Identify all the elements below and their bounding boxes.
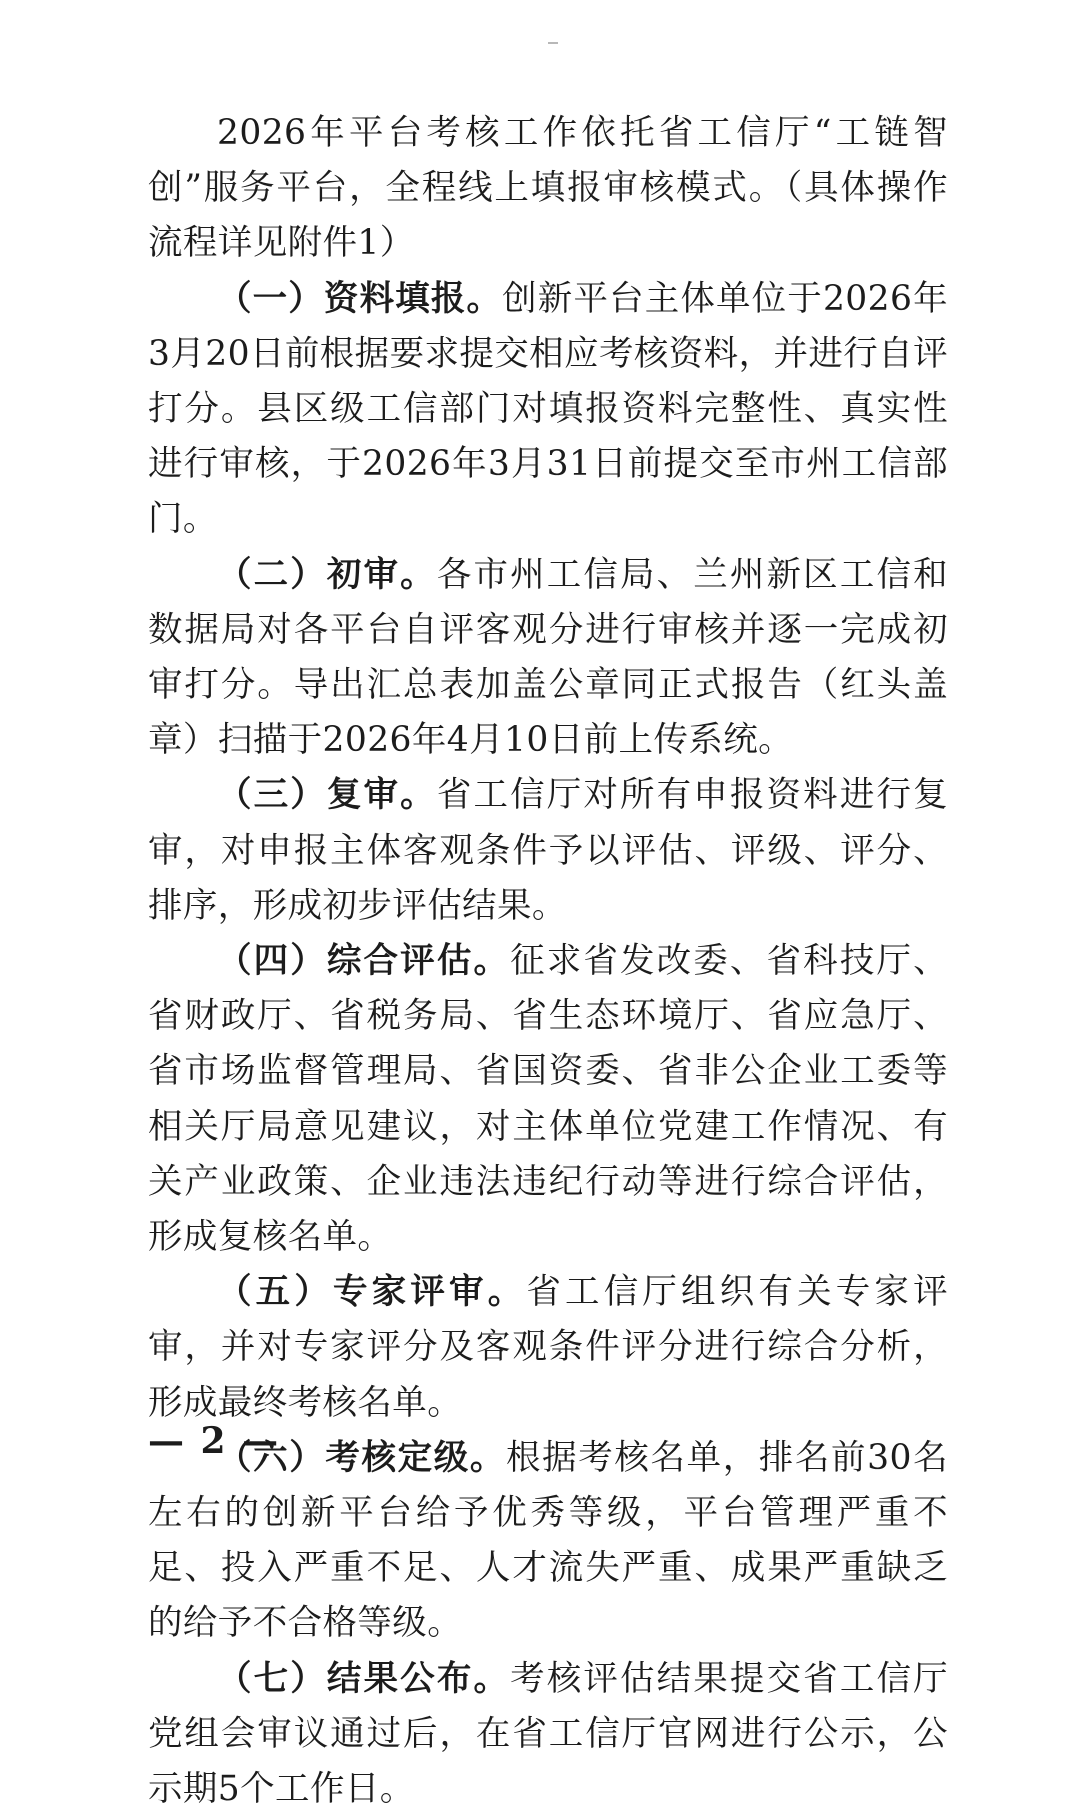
section-paragraph	[148, 934, 948, 1265]
section-text: 各市州工信局、兰州新区工信和数据局对各平台自评客观分进行审核并逐一完成初审打分。导出汇总表加盖公章同正式报告（红头盖章）扫描于2026年4月10日前上传系统。	[148, 554, 948, 761]
section-paragraph	[148, 1431, 948, 1652]
section-paragraph	[148, 768, 948, 934]
section-paragraph	[148, 548, 948, 769]
section-paragraph	[148, 1265, 948, 1431]
section-title: （一）资料填报。	[217, 278, 503, 319]
section-title: （七）结果公布。	[217, 1658, 511, 1699]
section-text: 创新平台主体单位于2026年3月20日前根据要求提交相应考核资料，并进行自评打分。县区级工信部门对填报资料完整性、真实性进行审核，于2026年3月31日前提交至市州工信部门。	[148, 278, 948, 540]
section-text: 省工信厅对所有申报资料进行复审，对申报主体客观条件予以评估、评级、评分、排序，形成初步评估结果。	[148, 775, 948, 926]
section-title: （六）考核定级。	[217, 1437, 506, 1478]
section-title: （四）综合评估。	[217, 941, 511, 982]
section-title: （二）初审。	[217, 554, 437, 595]
section-text: 征求省发改委、省科技厅、省财政厅、省税务局、省生态环境厅、省应急厅、省市场监督管理局、省国资委、省非公企业工委等相关厅局意见建议，对主体单位党建工作情况、有关产业政策、企业违法违纪行动等进行综合评估，形成复核名单。	[148, 941, 948, 1258]
scan-mark	[548, 42, 558, 44]
section-title: （五）专家评审。	[217, 1272, 527, 1313]
section-text: 省工信厅组织有关专家评审，并对专家评分及客观条件评分进行综合分析，形成最终考核名单。	[148, 1272, 948, 1423]
section-text: 考核评估结果提交省工信厅党组会审议通过后，在省工信厅官网进行公示，公示期5个工作日。	[148, 1658, 948, 1810]
page-number: — 2 —	[148, 1420, 281, 1462]
intro-paragraph: 2026年平台考核工作依托省工信厅“工链智创”服务平台，全程线上填报审核模式。（具体操作流程详见附件1）	[148, 113, 948, 264]
document-body	[148, 106, 948, 1817]
section-title: （三）复审。	[217, 775, 437, 816]
section-text: 根据考核名单，排名前30名左右的创新平台给予优秀等级，平台管理严重不足、投入严重不足、人才流失严重、成果严重缺乏的给予不合格等级。	[148, 1437, 948, 1644]
section-paragraph	[148, 1652, 948, 1817]
section-paragraph	[148, 272, 948, 548]
